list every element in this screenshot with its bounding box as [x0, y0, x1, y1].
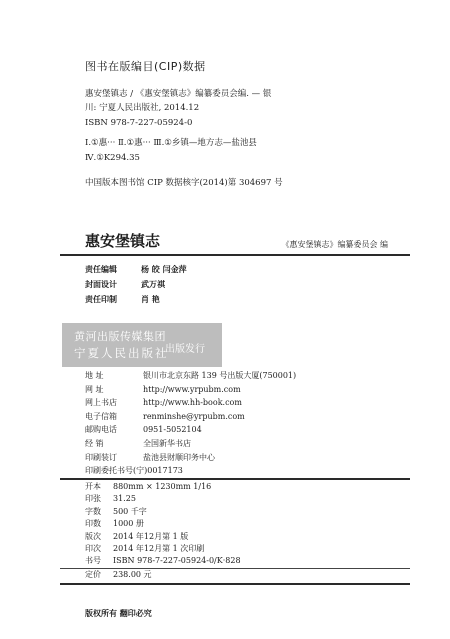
cip-line-2: 川: 宁夏人民出版社, 2014.12	[85, 103, 200, 113]
spec-row-wordcount: 字数 500 千字	[85, 506, 147, 516]
spec-row-sheets: 印张 31.25	[85, 494, 136, 504]
info-row-phone: 邮购电话 0951-5052104	[85, 425, 202, 435]
credit-cover-design	[85, 279, 165, 290]
spec-top-divider	[60, 478, 410, 480]
cip-record-number: 中国版本图书馆 CIP 数据核字(2014)第 304697 号	[85, 178, 283, 188]
publisher-group-name: 黄河出版传媒集团	[74, 330, 166, 343]
cip-line-1: 惠安堡镇志 / 《惠安堡镇志》编纂委员会编. — 银	[85, 89, 272, 99]
credit-editor	[85, 264, 187, 275]
spec-row-copies: 印数 1000 册	[85, 519, 144, 529]
credit-printing	[85, 294, 160, 305]
spec-row-edition: 版次 2014 年12月第 1 版	[85, 531, 189, 541]
title-divider	[60, 254, 410, 256]
book-editor: 《惠安堡镇志》编纂委员会 编	[281, 240, 388, 249]
info-row-printer: 印刷装订 盐池县财顺印务中心	[85, 452, 215, 462]
cip-classification-2: Ⅳ.①K294.35	[85, 153, 140, 163]
info-row-address: 地 址 银川市北京东路 139 号出版大厦(750001)	[85, 371, 297, 380]
spec-row-price: 定价 238.00 元	[85, 570, 152, 579]
info-row-website: 网 址 http://www.yrpubm.com	[85, 384, 241, 394]
spec-row-isbn: 书号 ISBN 978-7-227-05924-0/K·828	[85, 556, 241, 566]
credit-label: 责任印制	[85, 295, 117, 304]
spec-row-format: 开本 880mm × 1230mm 1/16	[85, 482, 212, 491]
credit-value: 杨 皎 闫金萍	[141, 265, 187, 274]
cip-classification: Ⅰ.①惠··· Ⅱ.①惠··· Ⅲ.①乡镇—地方志—盐池县	[85, 138, 257, 148]
credit-label: 封面设计	[85, 280, 117, 289]
copyright-notice: 版权所有 翻印必究	[85, 609, 152, 618]
info-row-print-order: 印刷委托书号(宁)0017173	[85, 466, 183, 476]
credit-value: 肖 艳	[141, 295, 160, 304]
credit-label: 责任编辑	[85, 265, 117, 274]
spec-list	[85, 481, 241, 568]
info-list	[85, 369, 296, 478]
cip-isbn: ISBN 978-7-227-05924-0	[85, 118, 193, 128]
info-row-distributor: 经 销 全国新华书店	[85, 438, 191, 448]
publisher-role: 出版发行	[165, 344, 205, 355]
info-row-email: 电子信箱 renminshe@yrpubm.com	[85, 411, 245, 421]
spec-bottom-divider	[60, 583, 410, 585]
credit-value: 武万祺	[141, 280, 165, 289]
cip-title: 图书在版编目(CIP)数据	[85, 60, 206, 73]
spec-row-printing: 印次 2014 年12月第 1 次印刷	[85, 544, 205, 554]
info-row-bookstore: 网上书店 http://www.hh-book.com	[85, 398, 242, 408]
book-title: 惠安堡镇志	[85, 232, 161, 250]
publisher-name: 宁夏人民出版社	[74, 346, 169, 360]
